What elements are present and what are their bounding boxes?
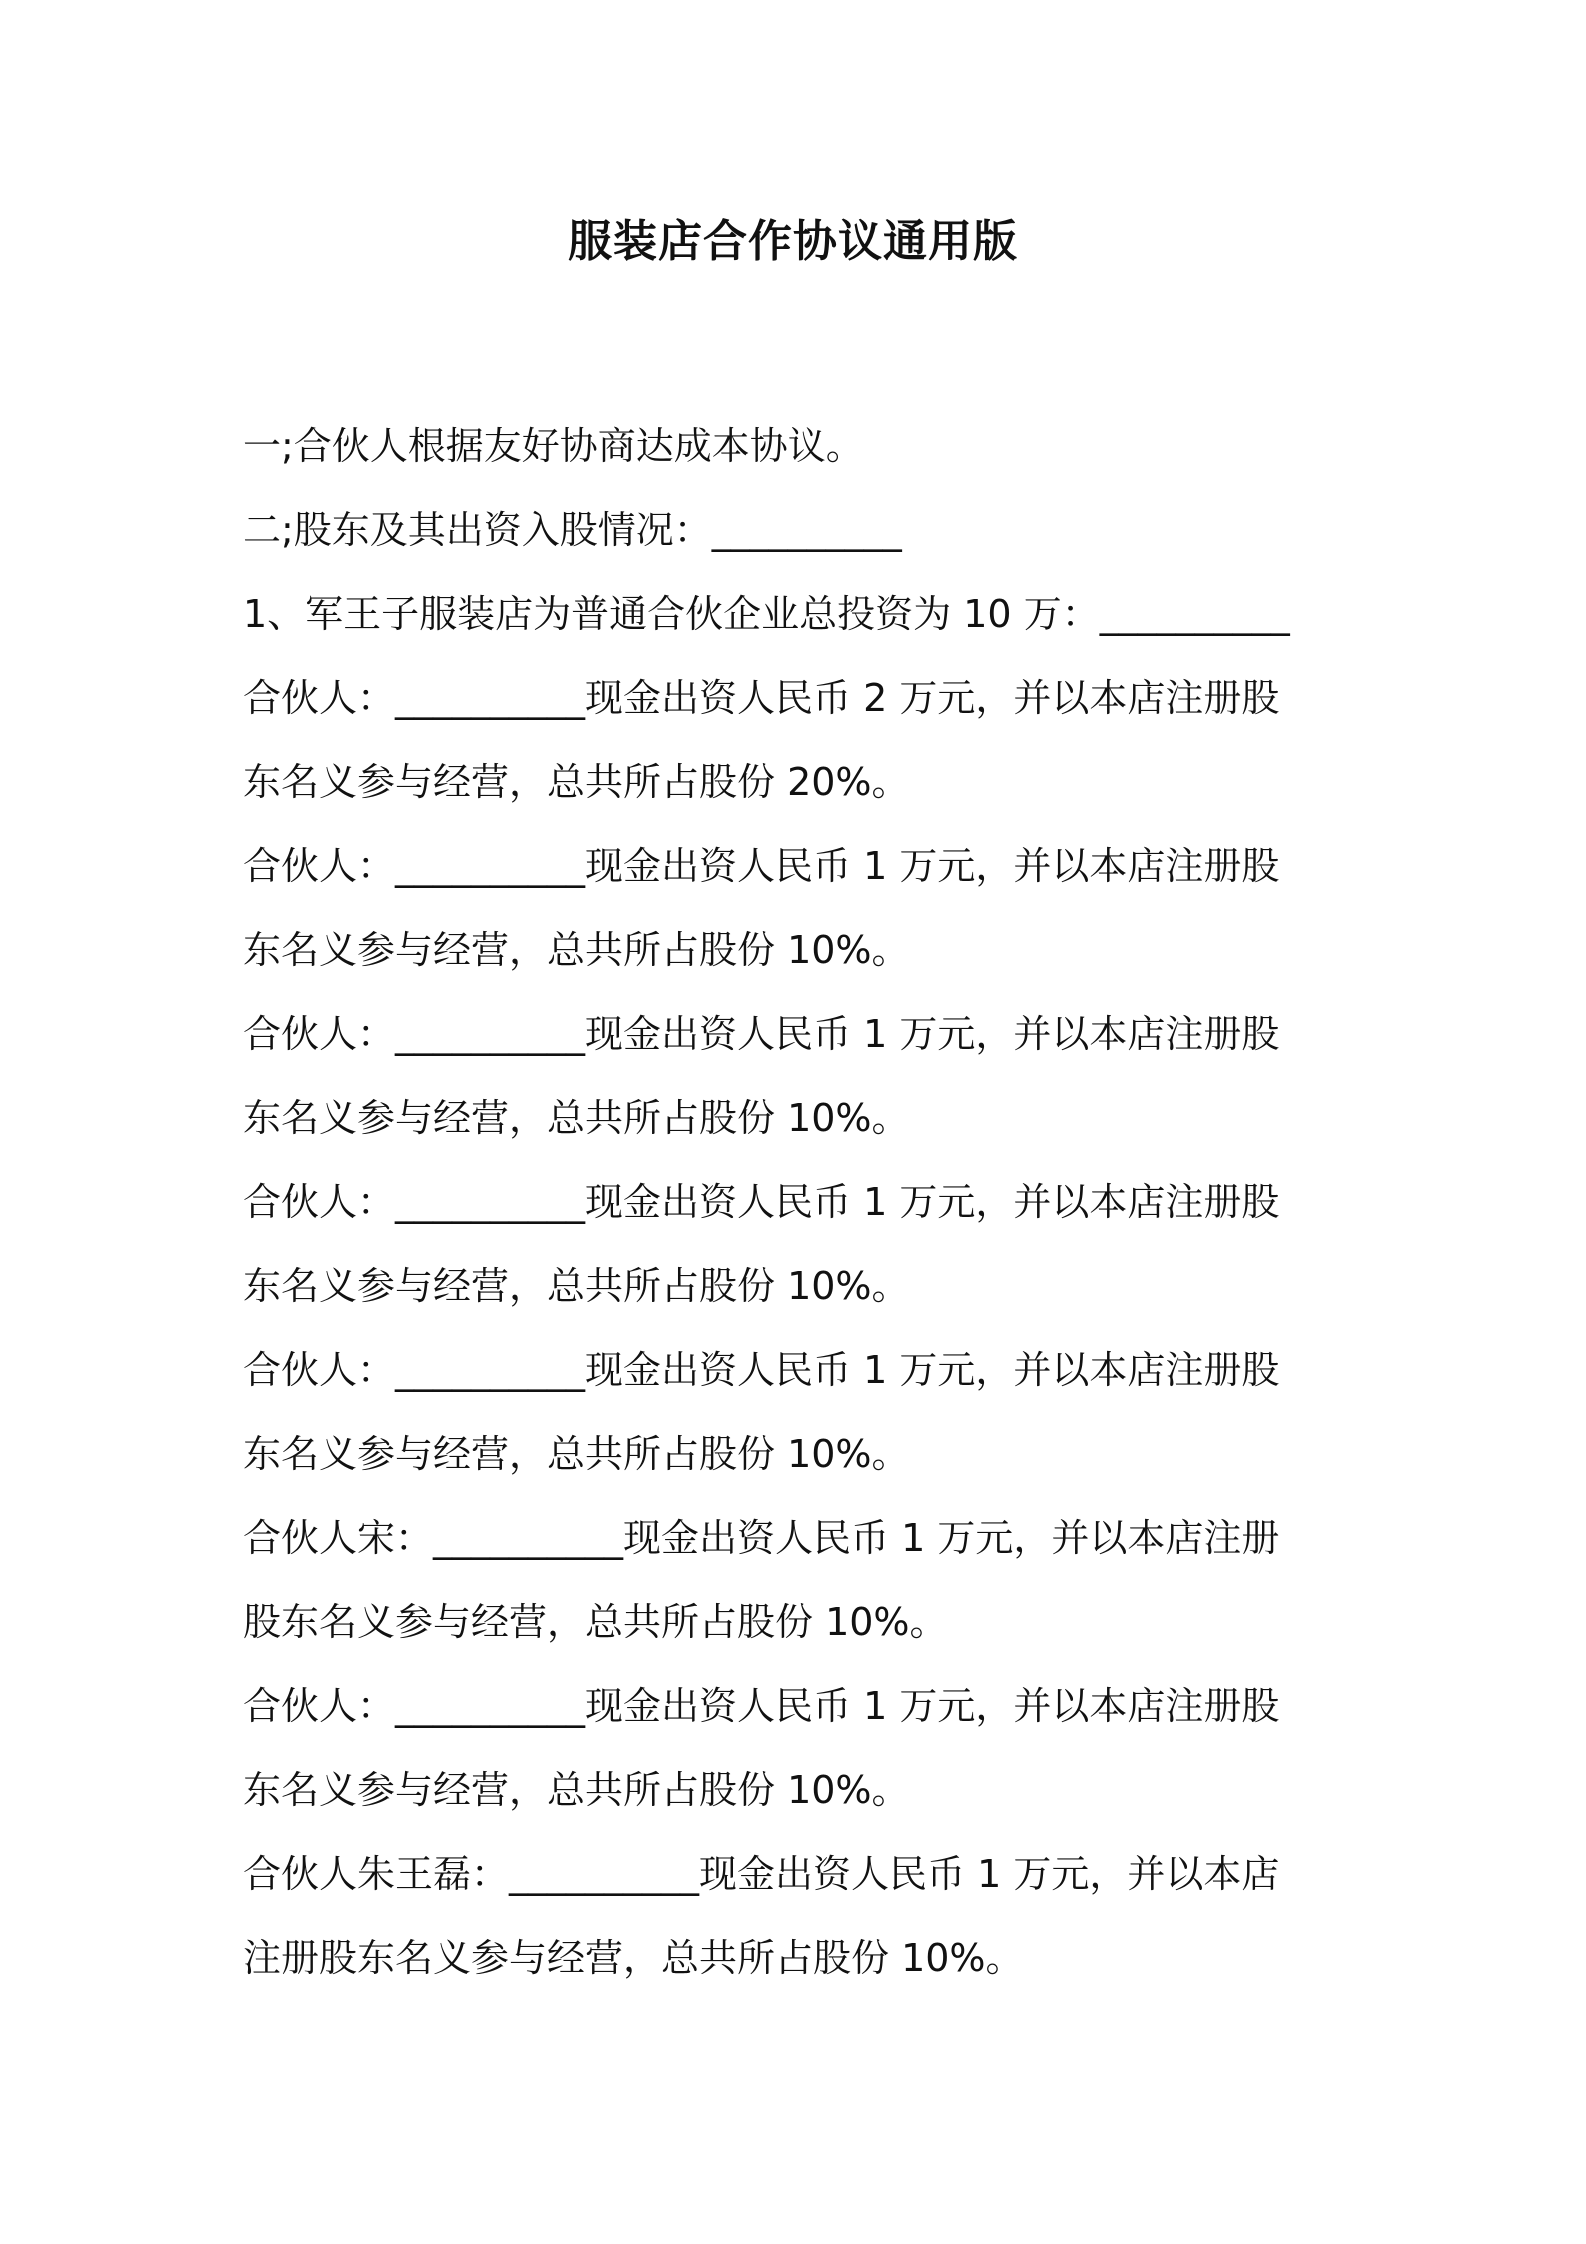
clause-two-line: 二;股东及其出资入股情况：__________: [243, 508, 902, 552]
partner-7-line-2: 东名义参与经营，总共所占股份 10%。: [243, 1768, 910, 1812]
partner-2-line-1: 合伙人：__________现金出资人民币 1 万元，并以本店注册股: [243, 844, 1280, 888]
document-title: 服装店合作协议通用版: [568, 216, 1018, 267]
partner-5-line-1: 合伙人：__________现金出资人民币 1 万元，并以本店注册股: [243, 1348, 1280, 1392]
document-body: [243, 404, 1353, 2000]
partner-3-line-2: 东名义参与经营，总共所占股份 10%。: [243, 1096, 910, 1140]
partner-5-line-2: 东名义参与经营，总共所占股份 10%。: [243, 1432, 910, 1476]
clause-one-line: 一;合伙人根据友好协商达成本协议。: [243, 424, 864, 468]
partner-4-line-1: 合伙人：__________现金出资人民币 1 万元，并以本店注册股: [243, 1180, 1280, 1224]
investment-total-line: 1、军王子服装店为普通合伙企业总投资为 10 万：__________: [243, 592, 1290, 636]
partner-song-line-2: 股东名义参与经营，总共所占股份 10%。: [243, 1600, 948, 1644]
partner-1-line-2: 东名义参与经营，总共所占股份 20%。: [243, 760, 910, 804]
partner-3-line-1: 合伙人：__________现金出资人民币 1 万元，并以本店注册股: [243, 1012, 1280, 1056]
partner-song-line-1: 合伙人宋：__________现金出资人民币 1 万元，并以本店注册: [243, 1516, 1280, 1560]
partner-zhu-line-2: 注册股东名义参与经营，总共所占股份 10%。: [243, 1936, 1024, 1980]
partner-1-line-1: 合伙人：__________现金出资人民币 2 万元，并以本店注册股: [243, 676, 1280, 720]
partner-7-line-1: 合伙人：__________现金出资人民币 1 万元，并以本店注册股: [243, 1684, 1280, 1728]
partner-2-line-2: 东名义参与经营，总共所占股份 10%。: [243, 928, 910, 972]
partner-zhu-line-1: 合伙人朱王磊：__________现金出资人民币 1 万元，并以本店: [243, 1852, 1280, 1896]
partner-4-line-2: 东名义参与经营，总共所占股份 10%。: [243, 1264, 910, 1308]
